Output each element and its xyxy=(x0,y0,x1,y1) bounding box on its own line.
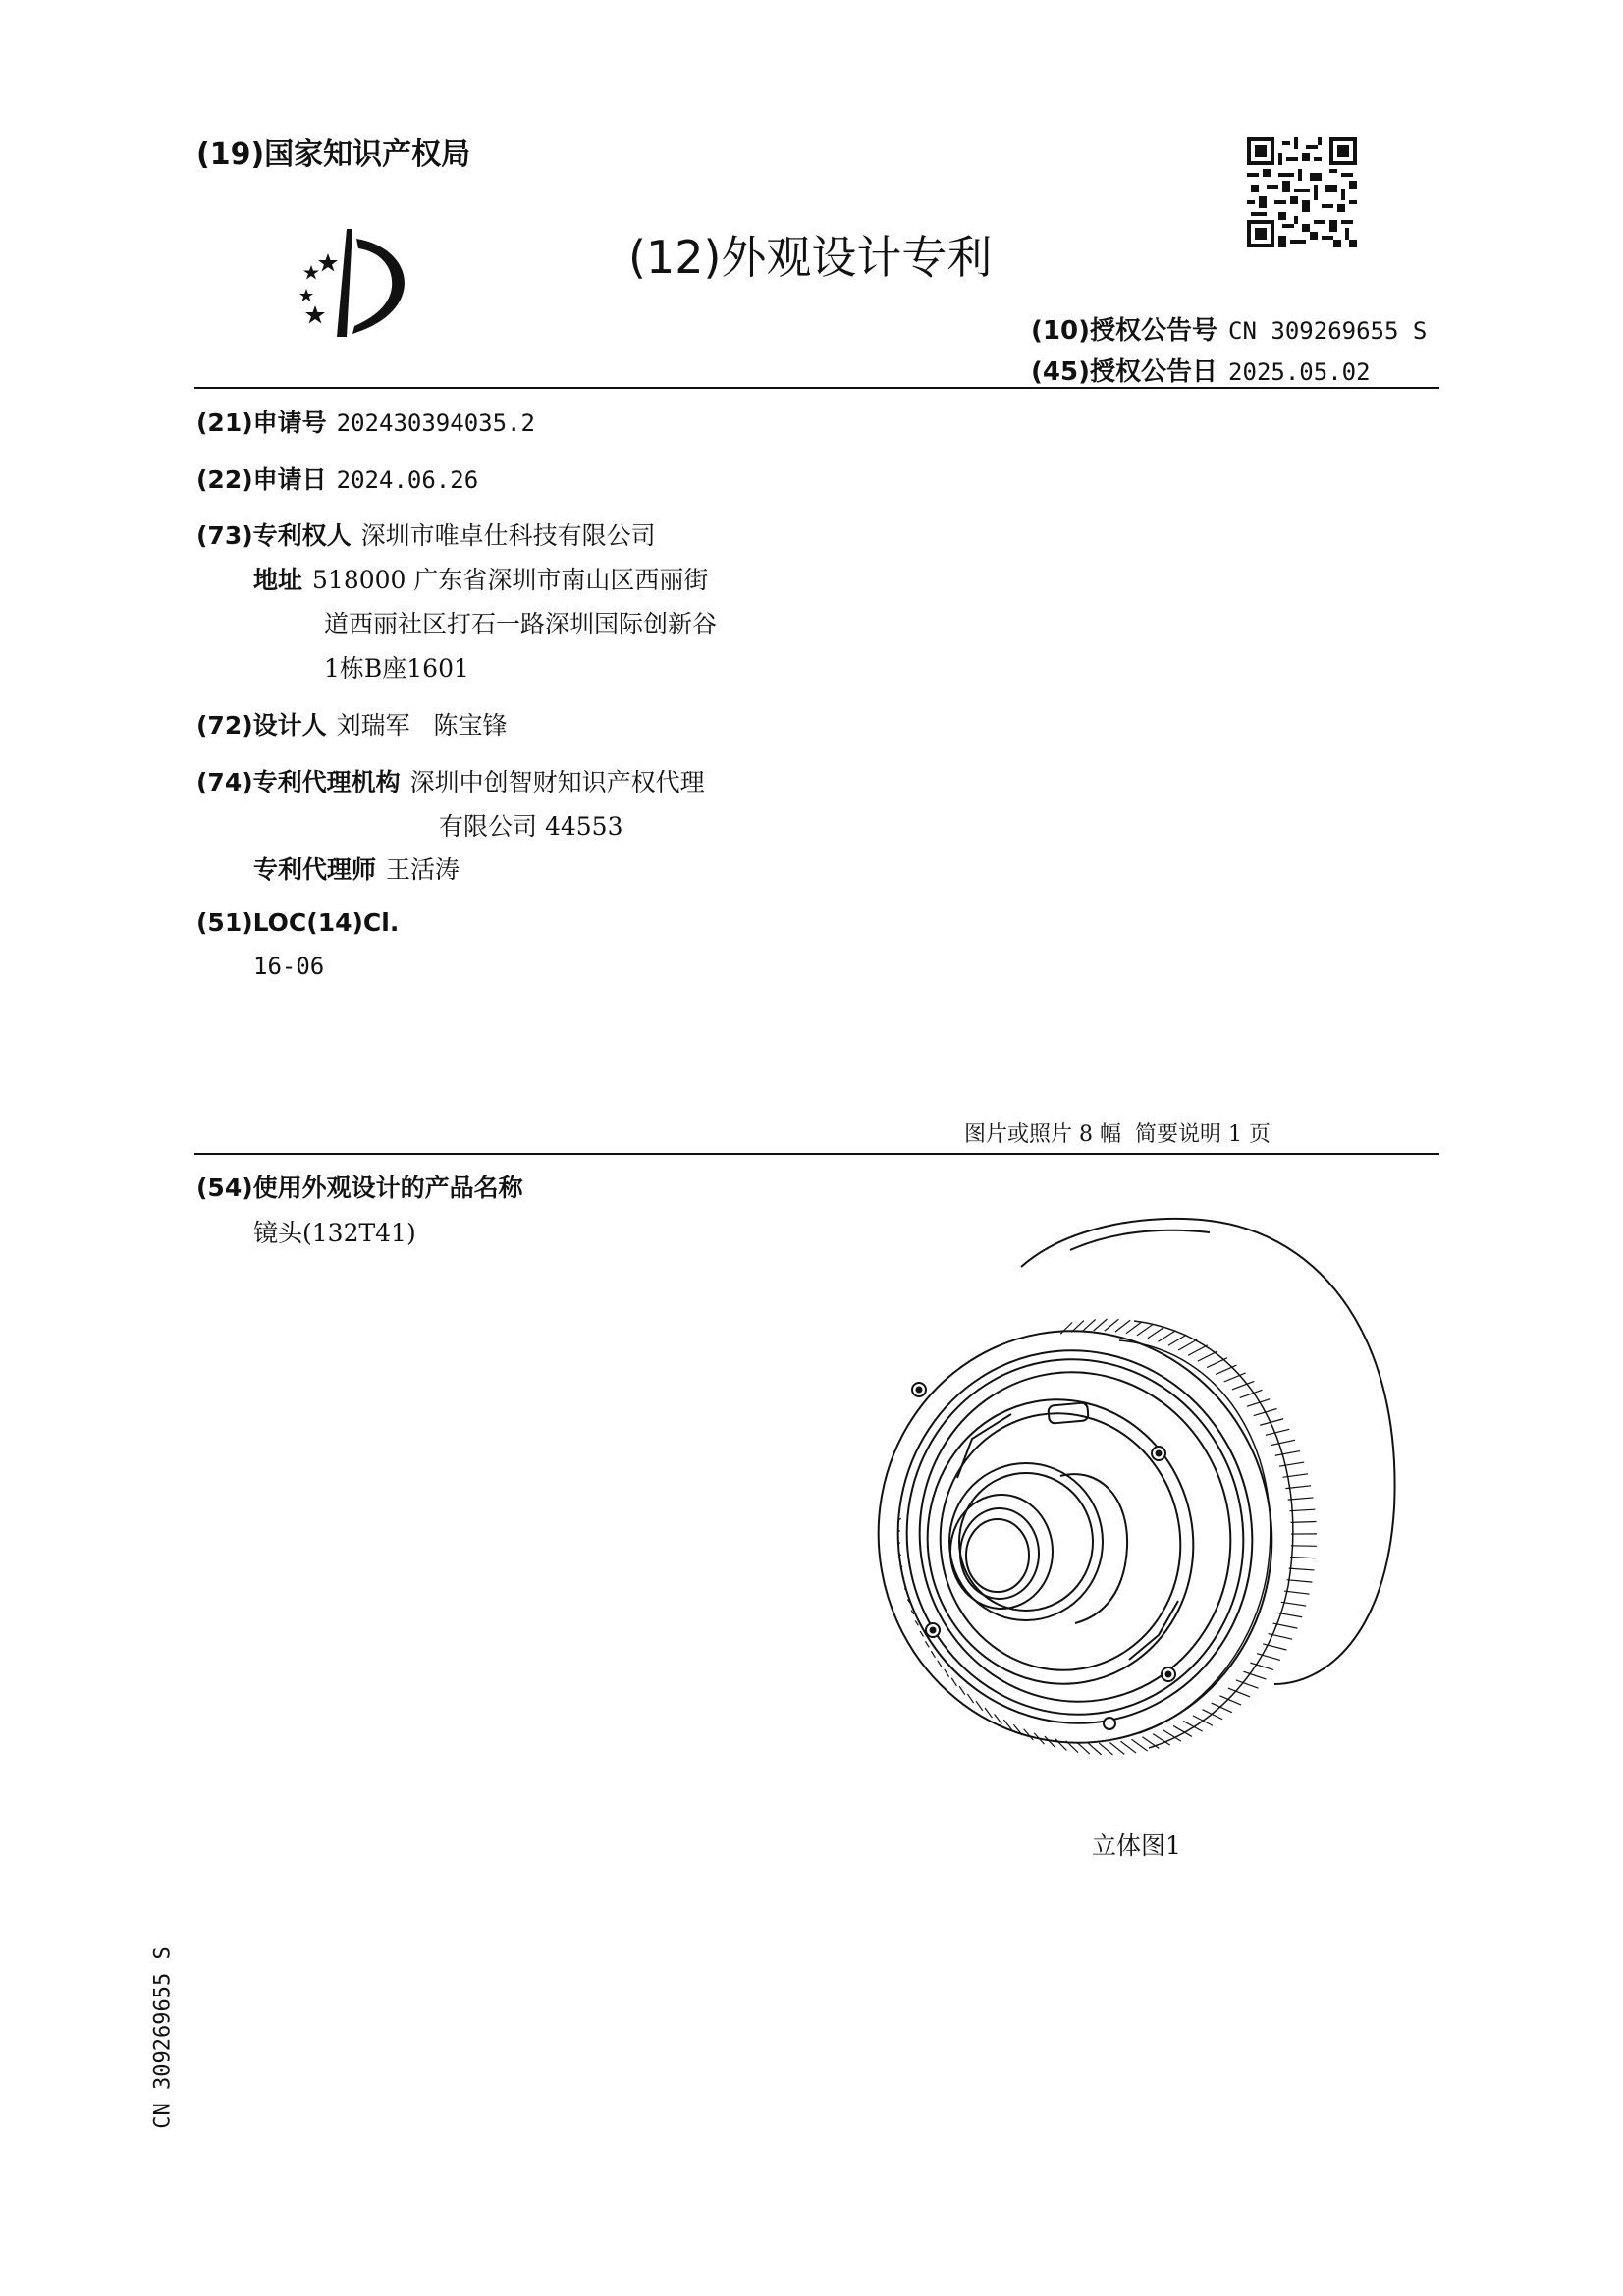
loc-value: 16-06 xyxy=(253,953,325,980)
lens-drawing xyxy=(864,1213,1414,1802)
publication-number xyxy=(1031,310,1427,347)
office-name: (19)国家知识产权局 xyxy=(196,137,471,172)
product-name-label: (54)使用外观设计的产品名称 xyxy=(196,1174,523,1202)
address-label: 地址 xyxy=(253,566,303,594)
document-type: (12)外观设计专利 xyxy=(628,231,993,284)
address-line-2: 道西丽社区打石一路深圳国际创新谷 xyxy=(324,610,718,638)
address xyxy=(253,561,708,596)
loc-classification xyxy=(196,908,399,937)
application-number-label: (21)申请号 xyxy=(196,409,327,437)
agency-line-2: 有限公司 44553 xyxy=(439,812,623,841)
product-name: 镜头(132T41) xyxy=(253,1219,416,1247)
address-line-3: 1栋B座1601 xyxy=(324,654,469,683)
agency xyxy=(196,763,705,798)
filing-date-label: (22)申请日 xyxy=(196,465,327,494)
address-line-1: 518000 广东省深圳市南山区西丽街 xyxy=(312,566,709,594)
figure-caption: 立体图1 xyxy=(1092,1831,1181,1860)
header-divider xyxy=(194,387,1439,389)
agent xyxy=(253,850,460,886)
publication-date xyxy=(1031,352,1371,388)
publication-date-value: 2025.05.02 xyxy=(1228,358,1371,386)
pages-note: 图片或照片 8 幅 简要说明 1 页 xyxy=(964,1122,1271,1147)
agency-label: (74)专利代理机构 xyxy=(196,768,401,796)
application-number xyxy=(196,404,535,439)
publication-number-value: CN 309269655 S xyxy=(1228,317,1428,345)
agent-label: 专利代理师 xyxy=(253,855,377,884)
section-divider xyxy=(194,1153,1439,1155)
agency-line-1: 深圳中创智财知识产权代理 xyxy=(409,768,705,796)
publication-date-label: (45)授权公告日 xyxy=(1031,357,1217,387)
side-document-number: CN 309269655 S xyxy=(150,1946,176,2129)
publication-number-label: (10)授权公告号 xyxy=(1031,316,1217,346)
designers xyxy=(196,706,508,741)
loc-label: (51)LOC(14)Cl. xyxy=(196,908,400,937)
patentee-value: 深圳市唯卓仕科技有限公司 xyxy=(360,521,656,550)
patentee xyxy=(196,517,656,552)
patentee-label: (73)专利权人 xyxy=(196,521,352,550)
cnipa-logo xyxy=(270,224,427,342)
agent-value: 王活涛 xyxy=(386,855,460,884)
filing-date xyxy=(196,461,478,496)
qr-code xyxy=(1247,137,1357,247)
designers-label: (72)设计人 xyxy=(196,711,327,739)
application-number-value: 202430394035.2 xyxy=(336,410,535,437)
designers-value: 刘瑞军 陈宝锋 xyxy=(336,711,508,739)
filing-date-value: 2024.06.26 xyxy=(336,466,479,494)
